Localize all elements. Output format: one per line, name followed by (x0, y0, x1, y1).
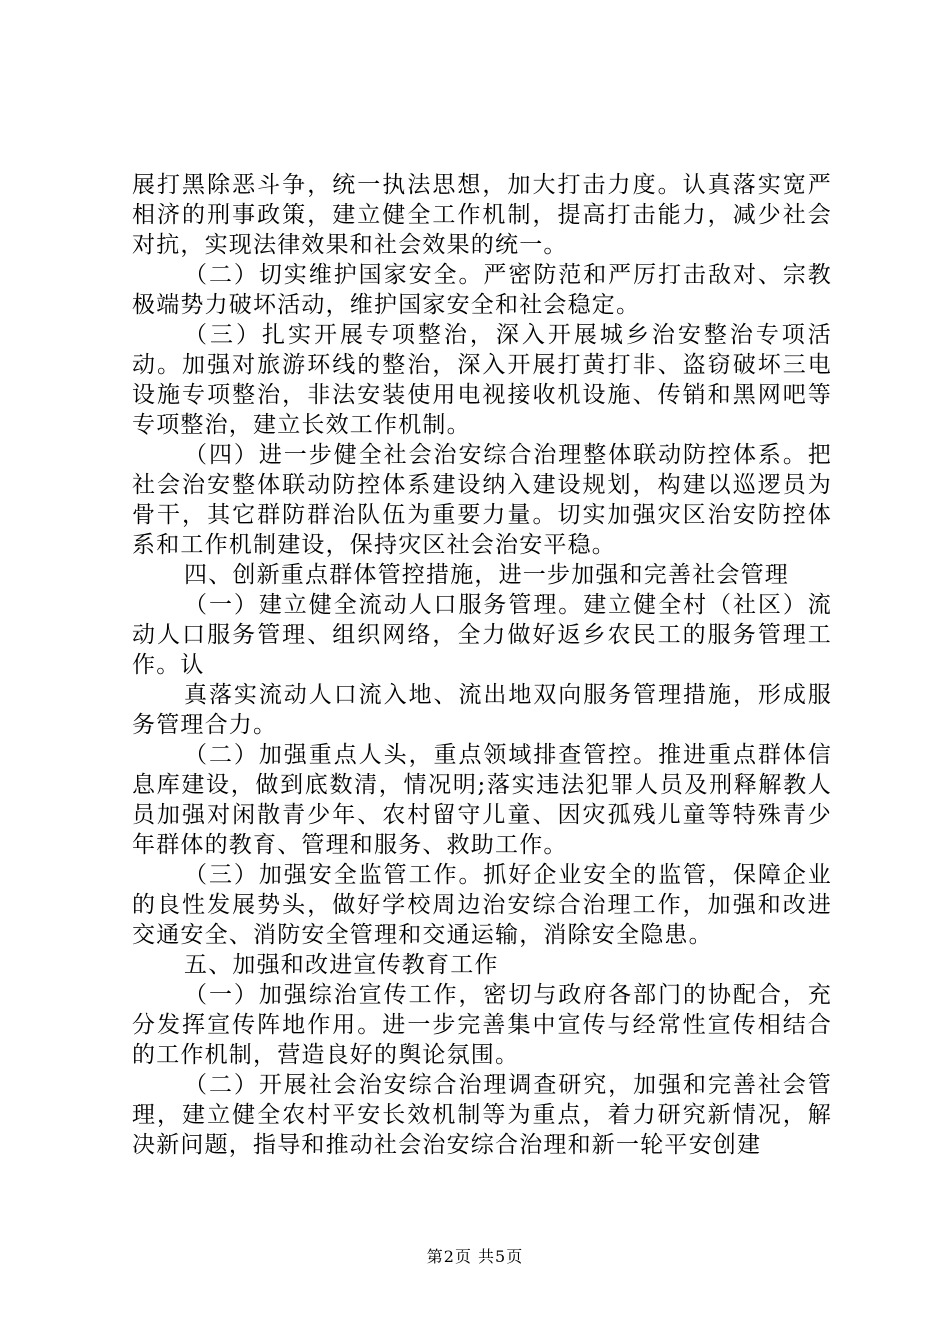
paragraph-2: （二）切实维护国家安全。严密防范和严厉打击敌对、宗教极端势力破坏活动，维护国家安全和社会稳定。 (132, 262, 832, 318)
paragraph-9: （三）加强安全监管工作。抓好企业安全的监管，保障企业的良性发展势头，做好学校周边治安综合治理工作，加强和改进交通安全、消防安全管理和交通运输，消除安全隐患。 (132, 862, 832, 948)
paragraph-11: （一）加强综治宣传工作，密切与政府各部门的协配合，充分发挥宣传阵地作用。进一步完善集中宣传与经常性宣传相结合的工作机制，营造良好的舆论氛围。 (132, 982, 832, 1068)
paragraph-12: （二）开展社会治安综合治理调查研究，加强和完善社会管理，建立健全农村平安长效机制等为重点，着力研究新情况，解决新问题，指导和推动社会治安综合治理和新一轮平安创建 (132, 1072, 832, 1158)
document-body (132, 170, 832, 1160)
paragraph-8: （二）加强重点人头，重点领域排查管控。推进重点群体信息库建设，做到底数清，情况明;落实违法犯罪人员及刑释解教人员加强对闲散青少年、农村留守儿童、因灾孤残儿童等特殊青少年群体的教育、管理和服务、救助工作。 (132, 742, 832, 858)
page-number-label: 第2页 共5页 (426, 1247, 524, 1266)
paragraph-3: （三）扎实开展专项整治，深入开展城乡治安整治专项活动。加强对旅游环线的整治，深入开展打黄打非、盗窃破坏三电设施专项整治，非法安装使用电视接收机设施、传销和黑网吧等专项整治，建立长效工作机制。 (132, 322, 832, 438)
paragraph-6: （一）建立健全流动人口服务管理。建立健全村（社区）流动人口服务管理、组织网络，全力做好返乡农民工的服务管理工作。认 (132, 592, 832, 678)
paragraph-1: 展打黑除恶斗争，统一执法思想，加大打击力度。认真落实宽严相济的刑事政策，建立健全工作机制，提高打击能力，减少社会对抗，实现法律效果和社会效果的统一。 (132, 172, 832, 258)
paragraph-7: 真落实流动人口流入地、流出地双向服务管理措施，形成服务管理合力。 (132, 682, 832, 738)
page-footer (0, 1244, 950, 1267)
section-heading-5: 五、加强和改进宣传教育工作 (184, 952, 499, 978)
paragraph-4: （四）进一步健全社会治安综合治理整体联动防控体系。把社会治安整体联动防控体系建设纳入建设规划，构建以巡逻员为骨干，其它群防群治队伍为重要力量。切实加强灾区治安防控体系和工作机制建设，保持灾区社会治安平稳。 (132, 442, 832, 558)
section-heading-4: 四、创新重点群体管控措施，进一步加强和完善社会管理 (184, 562, 789, 588)
